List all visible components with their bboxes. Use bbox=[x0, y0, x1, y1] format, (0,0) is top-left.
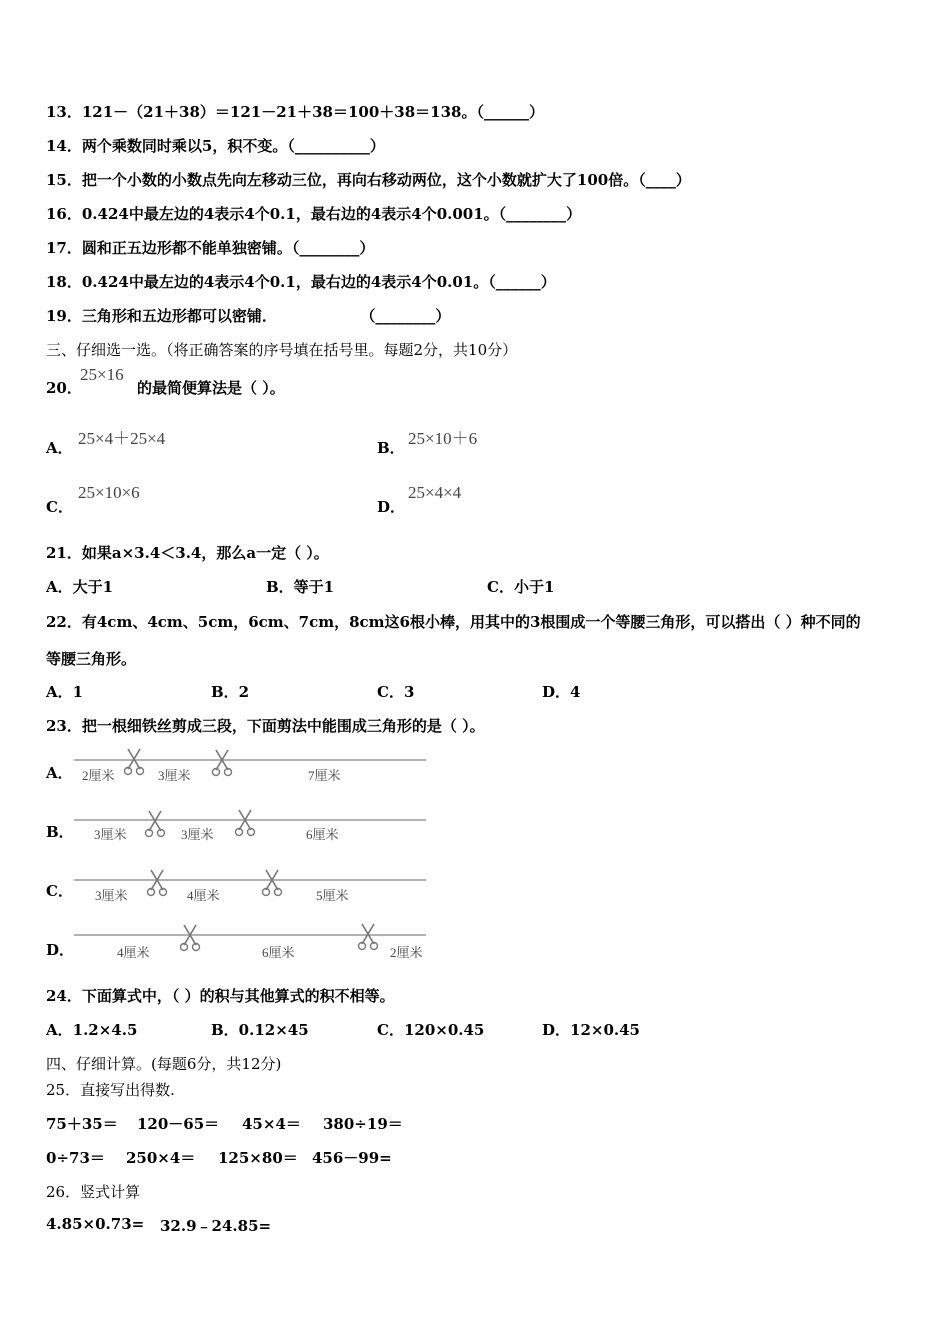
q23-b-seg-3: 6厘米 bbox=[306, 827, 339, 842]
q20-option-a-label[interactable]: A． bbox=[46, 439, 73, 457]
q24-option-a[interactable]: A．1.2×4.5 bbox=[46, 1021, 138, 1039]
scissors-icon bbox=[236, 810, 255, 836]
question-16: 16．0.424中最左边的4表示4个0.1，最右边的4表示4个0.001。（________） bbox=[46, 205, 582, 223]
q23-d-seg-2: 6厘米 bbox=[262, 945, 295, 960]
question-13: 13．121－（21＋38）＝121－21＋38＝100＋38＝138。（______） bbox=[46, 103, 544, 121]
q23-a-seg-3: 7厘米 bbox=[308, 768, 341, 783]
scissors-icon bbox=[213, 750, 232, 776]
q25-item: 125×80＝ bbox=[218, 1149, 298, 1167]
q24-option-b[interactable]: B．0.12×45 bbox=[211, 1021, 309, 1039]
q23-a-seg-2: 3厘米 bbox=[158, 768, 191, 783]
question-21: 21．如果a×3.4＜3.4，那么a一定（ ）。 bbox=[46, 544, 329, 562]
scissors-icon bbox=[263, 870, 282, 896]
q24-option-c[interactable]: C．120×0.45 bbox=[377, 1021, 485, 1039]
q25-item: 456－99= bbox=[312, 1149, 392, 1167]
section-4-heading: 四、仔细计算。(每题6分，共12分) bbox=[46, 1055, 282, 1073]
scissors-icon bbox=[181, 925, 200, 951]
q23-c-seg-2: 4厘米 bbox=[187, 888, 220, 903]
question-22-line2: 等腰三角形。 bbox=[46, 650, 137, 668]
q25-item: 380÷19＝ bbox=[323, 1115, 403, 1133]
question-25: 25．直接写出得数. bbox=[46, 1081, 175, 1099]
question-15: 15．把一个小数的小数点先向左移动三位，再向右移动两位，这个小数就扩大了100倍。（____） bbox=[46, 171, 691, 189]
q23-b-seg-1: 3厘米 bbox=[94, 827, 127, 842]
q24-option-d[interactable]: D．12×0.45 bbox=[542, 1021, 640, 1039]
q21-option-c[interactable]: C．小于1 bbox=[487, 578, 555, 596]
q23-c-seg-3: 5厘米 bbox=[316, 888, 349, 903]
question-20-text: 的最简便算法是（ ）。 bbox=[137, 379, 285, 397]
q26-item: 4.85×0.73= bbox=[46, 1215, 145, 1233]
q25-item: 120－65＝ bbox=[137, 1115, 220, 1133]
q23-d-seg-3: 2厘米 bbox=[390, 945, 423, 960]
q25-item: 45×4＝ bbox=[242, 1115, 301, 1133]
question-14: 14．两个乘数同时乘以5，积不变。（__________） bbox=[46, 137, 385, 155]
q23-d-seg-1: 4厘米 bbox=[117, 945, 150, 960]
q20-option-d-label[interactable]: D． bbox=[377, 498, 406, 516]
q20-option-a-expr: 25×4＋25×4 bbox=[78, 429, 166, 448]
q22-option-c[interactable]: C．3 bbox=[377, 683, 415, 701]
question-20-expression: 25×16 bbox=[80, 365, 124, 384]
scissors-icon bbox=[125, 749, 144, 775]
q21-option-a[interactable]: A．大于1 bbox=[46, 578, 114, 596]
q23-option-c-label[interactable]: C． bbox=[46, 882, 73, 900]
q23-b-seg-2: 3厘米 bbox=[181, 827, 214, 842]
q21-option-b[interactable]: B．等于1 bbox=[266, 578, 335, 596]
question-23: 23．把一根细铁丝剪成三段，下面剪法中能围成三角形的是（ ）。 bbox=[46, 717, 485, 735]
q20-option-c-label[interactable]: C． bbox=[46, 498, 73, 516]
q23-c-seg-1: 3厘米 bbox=[95, 888, 128, 903]
q20-option-b-label[interactable]: B． bbox=[377, 439, 405, 457]
scissors-icon bbox=[146, 811, 165, 837]
q22-option-b[interactable]: B．2 bbox=[211, 683, 250, 701]
q20-option-c-expr: 25×10×6 bbox=[78, 483, 140, 502]
q25-item: 250×4＝ bbox=[126, 1149, 196, 1167]
question-18: 18．0.424中最左边的4表示4个0.1，最右边的4表示4个0.01。（______） bbox=[46, 273, 556, 291]
q22-option-a[interactable]: A．1 bbox=[46, 683, 84, 701]
q25-item: 0÷73＝ bbox=[46, 1149, 105, 1167]
scissors-icon bbox=[148, 870, 167, 896]
q26-item: 32.9﹣24.85= bbox=[160, 1217, 272, 1235]
q20-option-b-expr: 25×10＋6 bbox=[408, 429, 478, 448]
question-20-number: 20． bbox=[46, 379, 82, 397]
q20-option-d-expr: 25×4×4 bbox=[408, 483, 462, 502]
question-22-line1: 22．有4cm、4cm、5cm，6cm、7cm，8cm这6根小棒，用其中的3根围成一个等腰三角形，可以搭出（ ）种不同的 bbox=[46, 613, 861, 631]
q23-option-d-label[interactable]: D． bbox=[46, 941, 75, 959]
q22-option-d[interactable]: D．4 bbox=[542, 683, 581, 701]
question-19: 19．三角形和五边形都可以密铺． （________） bbox=[46, 307, 451, 325]
question-26: 26．竖式计算 bbox=[46, 1183, 141, 1201]
q23-option-a-label[interactable]: A． bbox=[46, 764, 73, 782]
q23-a-seg-1: 2厘米 bbox=[82, 768, 115, 783]
section-3-heading: 三、仔细选一选。（将正确答案的序号填在括号里。每题2分，共10分） bbox=[46, 341, 518, 359]
scissors-icon bbox=[359, 924, 378, 950]
question-17: 17．圆和正五边形都不能单独密铺。（________） bbox=[46, 239, 375, 257]
q25-item: 75＋35＝ bbox=[46, 1115, 118, 1133]
q23-option-b-label[interactable]: B． bbox=[46, 823, 74, 841]
question-24: 24．下面算式中，（ ）的积与其他算式的积不相等。 bbox=[46, 987, 395, 1005]
